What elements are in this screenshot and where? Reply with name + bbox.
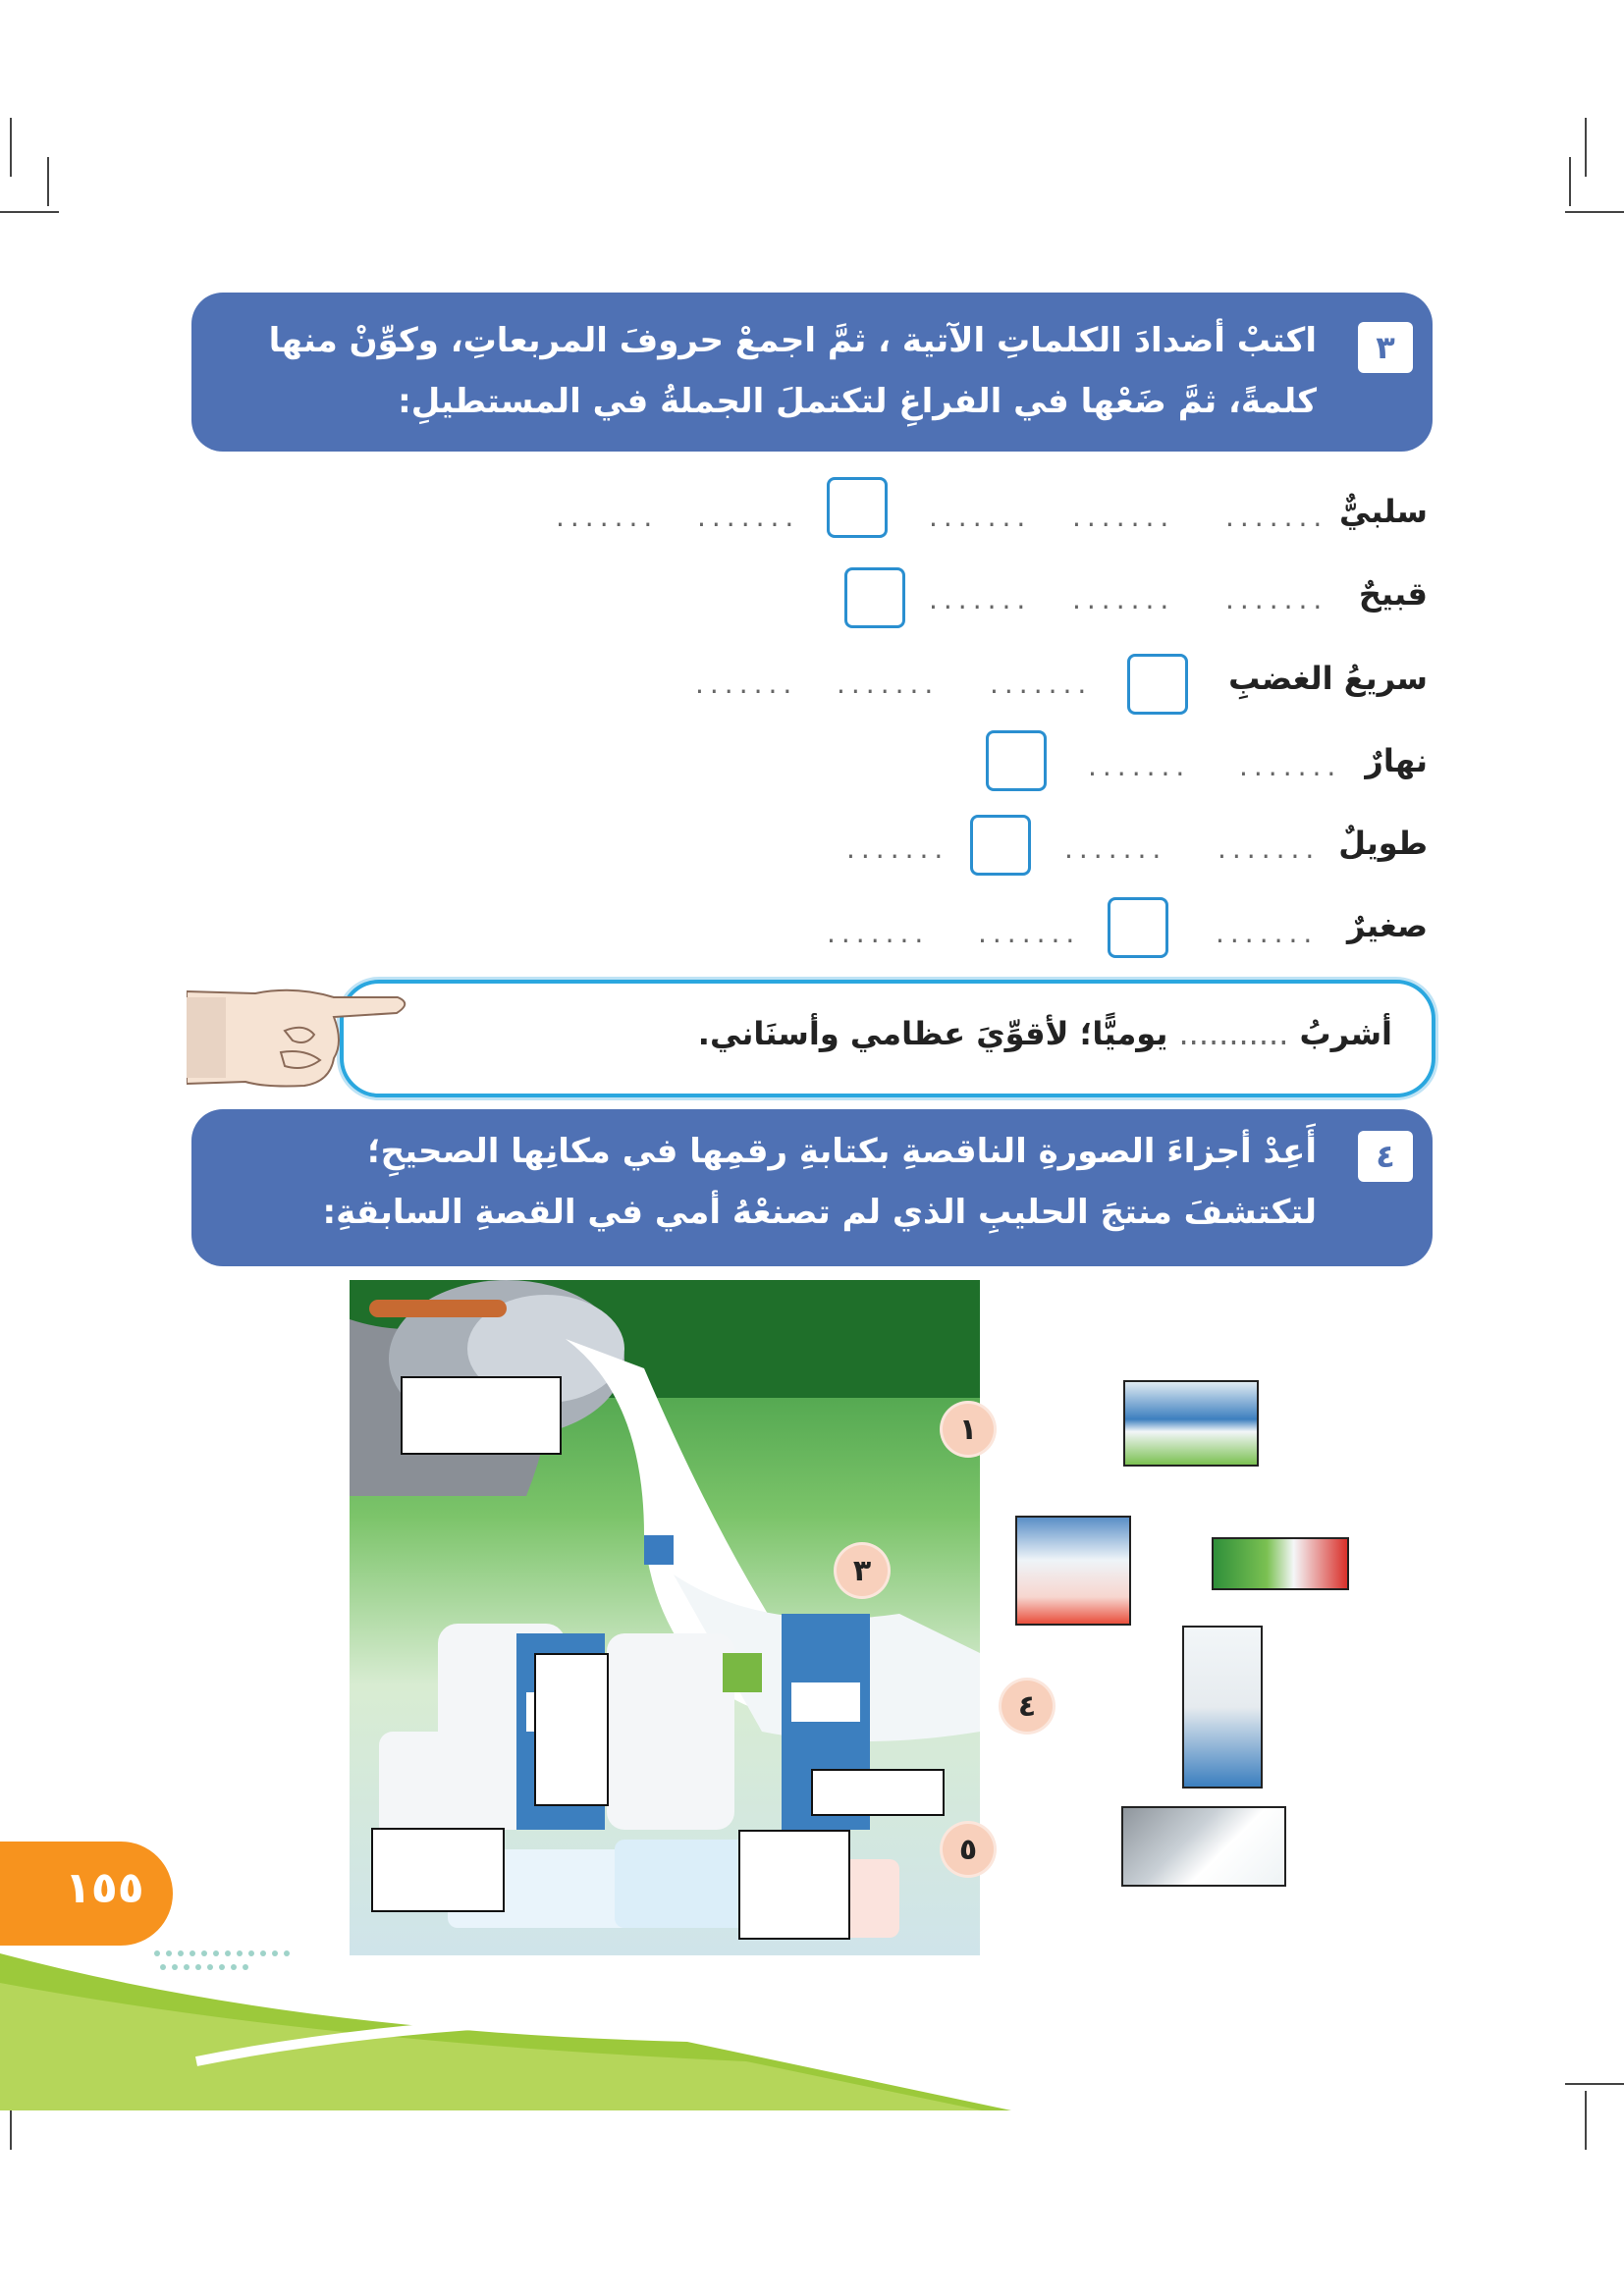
blank-dots: ....... <box>1088 750 1191 782</box>
answer-square[interactable] <box>1127 654 1188 715</box>
word-item: طويلٌ <box>1338 825 1428 862</box>
answer-square[interactable] <box>986 730 1047 791</box>
sentence-blank[interactable]: ........... <box>1178 1015 1289 1052</box>
exercise-instruction: أَعِدْ أجزاءَ الصورةِ الناقصةِ بكتابةِ رقمِها في مكانِها الصحيحِ؛ لتكتشفَ منتجَ الحليبِ الذي لم تصنعْهُ أمي في القصةِ السابقةِ: <box>322 1132 1317 1232</box>
blank-dots: ....... <box>990 667 1093 700</box>
sentence-rectangle <box>340 980 1435 1097</box>
answer-square[interactable] <box>970 815 1031 876</box>
exercise-instruction: اكتبْ أضدادَ الكلماتِ الآتية ، ثمَّ اجمعْ حروفَ المربعاتِ، وكوِّنْ منها كلمةً، ثمَّ ضَعْها في الفراغِ لتكتملَ الجملةُ في المستطيلِ: <box>268 321 1317 421</box>
blank-dots: ....... <box>1072 501 1175 533</box>
exercise-number: ٤ <box>1358 1131 1413 1182</box>
word-item: سريعُ الغضبِ <box>1228 660 1428 697</box>
puzzle-piece[interactable] <box>1182 1626 1263 1789</box>
blank-dots: ....... <box>556 501 659 533</box>
pointing-hand-icon <box>187 984 412 1092</box>
blank-dots: ....... <box>846 832 949 865</box>
word-item: صغيرٌ <box>1347 907 1428 944</box>
crop-mark <box>1585 118 1587 177</box>
dots-logo-icon <box>147 1944 304 1983</box>
crop-mark <box>0 211 59 213</box>
crop-mark <box>1565 211 1624 213</box>
blank-dots: ....... <box>1225 501 1328 533</box>
blank-dots: ....... <box>697 501 800 533</box>
puzzle-piece[interactable] <box>1123 1380 1259 1467</box>
blank-dots: ....... <box>695 667 798 700</box>
piece-number-label: ٤ <box>1001 1681 1053 1732</box>
missing-piece-slot[interactable] <box>371 1828 505 1912</box>
crop-mark <box>47 157 49 206</box>
blank-dots: ....... <box>929 501 1032 533</box>
blank-dots: ....... <box>1216 917 1319 949</box>
answer-square[interactable] <box>844 567 905 628</box>
sentence-start: أشربُ <box>1299 1015 1392 1052</box>
blank-dots: ....... <box>1218 832 1321 865</box>
answer-square[interactable] <box>1108 897 1168 958</box>
crop-mark <box>1569 157 1571 206</box>
answer-square[interactable] <box>827 477 888 538</box>
blank-dots: ....... <box>827 917 930 949</box>
missing-piece-slot[interactable] <box>534 1653 609 1806</box>
blank-dots: ....... <box>1225 583 1328 615</box>
missing-piece-slot[interactable] <box>811 1769 945 1816</box>
blank-dots: ....... <box>1239 750 1342 782</box>
puzzle-piece[interactable] <box>1212 1537 1349 1590</box>
milk-puzzle-image <box>350 1280 980 1955</box>
missing-piece-slot[interactable] <box>401 1376 562 1455</box>
crop-mark <box>10 118 12 177</box>
piece-number-label: ١ <box>943 1404 994 1455</box>
piece-number-label: ٣ <box>837 1545 888 1596</box>
exercise-number: ٣ <box>1358 322 1413 373</box>
blank-dots: ....... <box>929 583 1032 615</box>
word-item: نهارٌ <box>1365 742 1428 779</box>
blank-dots: ....... <box>1064 832 1167 865</box>
sentence-end: يوميًّا؛ لأقوِّيَ عظامي وأسنَاني. <box>697 1015 1168 1052</box>
exercise-3-banner <box>191 293 1433 452</box>
blank-dots: ....... <box>1072 583 1175 615</box>
piece-number-label: ٥ <box>943 1824 994 1875</box>
puzzle-piece[interactable] <box>1015 1516 1131 1626</box>
page-number: ١٥٥ <box>65 1863 144 1913</box>
blank-dots: ....... <box>978 917 1081 949</box>
page-number-tab <box>0 1842 173 1946</box>
exercise-4-banner <box>191 1109 1433 1266</box>
puzzle-piece[interactable] <box>1121 1806 1286 1887</box>
blank-dots: ....... <box>837 667 940 700</box>
word-item: قبيحٌ <box>1358 575 1428 613</box>
word-item: سلبيٌّ <box>1339 493 1428 530</box>
